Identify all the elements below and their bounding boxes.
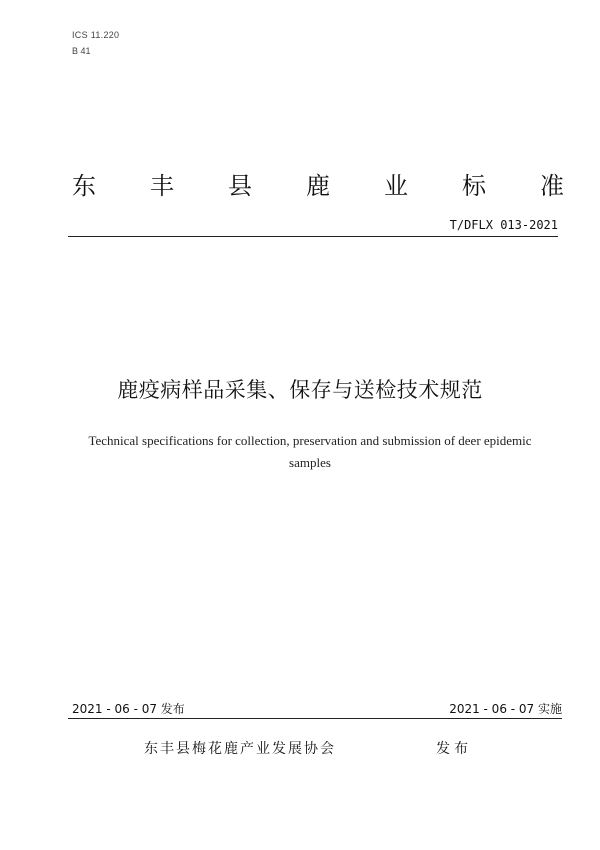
standard-title-char: 业 bbox=[384, 172, 408, 200]
standard-title-char: 鹿 bbox=[306, 172, 330, 200]
issuing-organization: 东丰县梅花鹿产业发展协会 bbox=[144, 741, 336, 757]
issue-label: 发布 bbox=[436, 741, 472, 757]
standard-title-char: 县 bbox=[228, 172, 252, 200]
header-divider bbox=[68, 236, 558, 237]
title-english-line: Technical specifications for collection, preservation and submission of deer epidemic bbox=[88, 433, 532, 448]
standard-title-char: 丰 bbox=[150, 172, 174, 200]
implement-date: 2021 - 06 - 07 实施 bbox=[449, 702, 562, 716]
standard-category-title bbox=[72, 166, 564, 201]
footer-divider bbox=[68, 718, 562, 719]
document-title-chinese: 鹿疫病样品采集、保存与送检技术规范 bbox=[117, 378, 483, 402]
document-title-english bbox=[60, 430, 560, 474]
standard-title-char: 准 bbox=[540, 172, 564, 200]
standard-number: T/DFLX 013-2021 bbox=[449, 218, 558, 232]
title-english-line: samples bbox=[289, 455, 331, 470]
ics-code: ICS 11.220 bbox=[72, 30, 120, 40]
publish-date: 2021 - 06 - 07 发布 bbox=[72, 702, 185, 716]
ccs-code: B 41 bbox=[72, 46, 91, 56]
standard-title-char: 东 bbox=[72, 172, 96, 200]
standard-title-char: 标 bbox=[462, 172, 486, 200]
